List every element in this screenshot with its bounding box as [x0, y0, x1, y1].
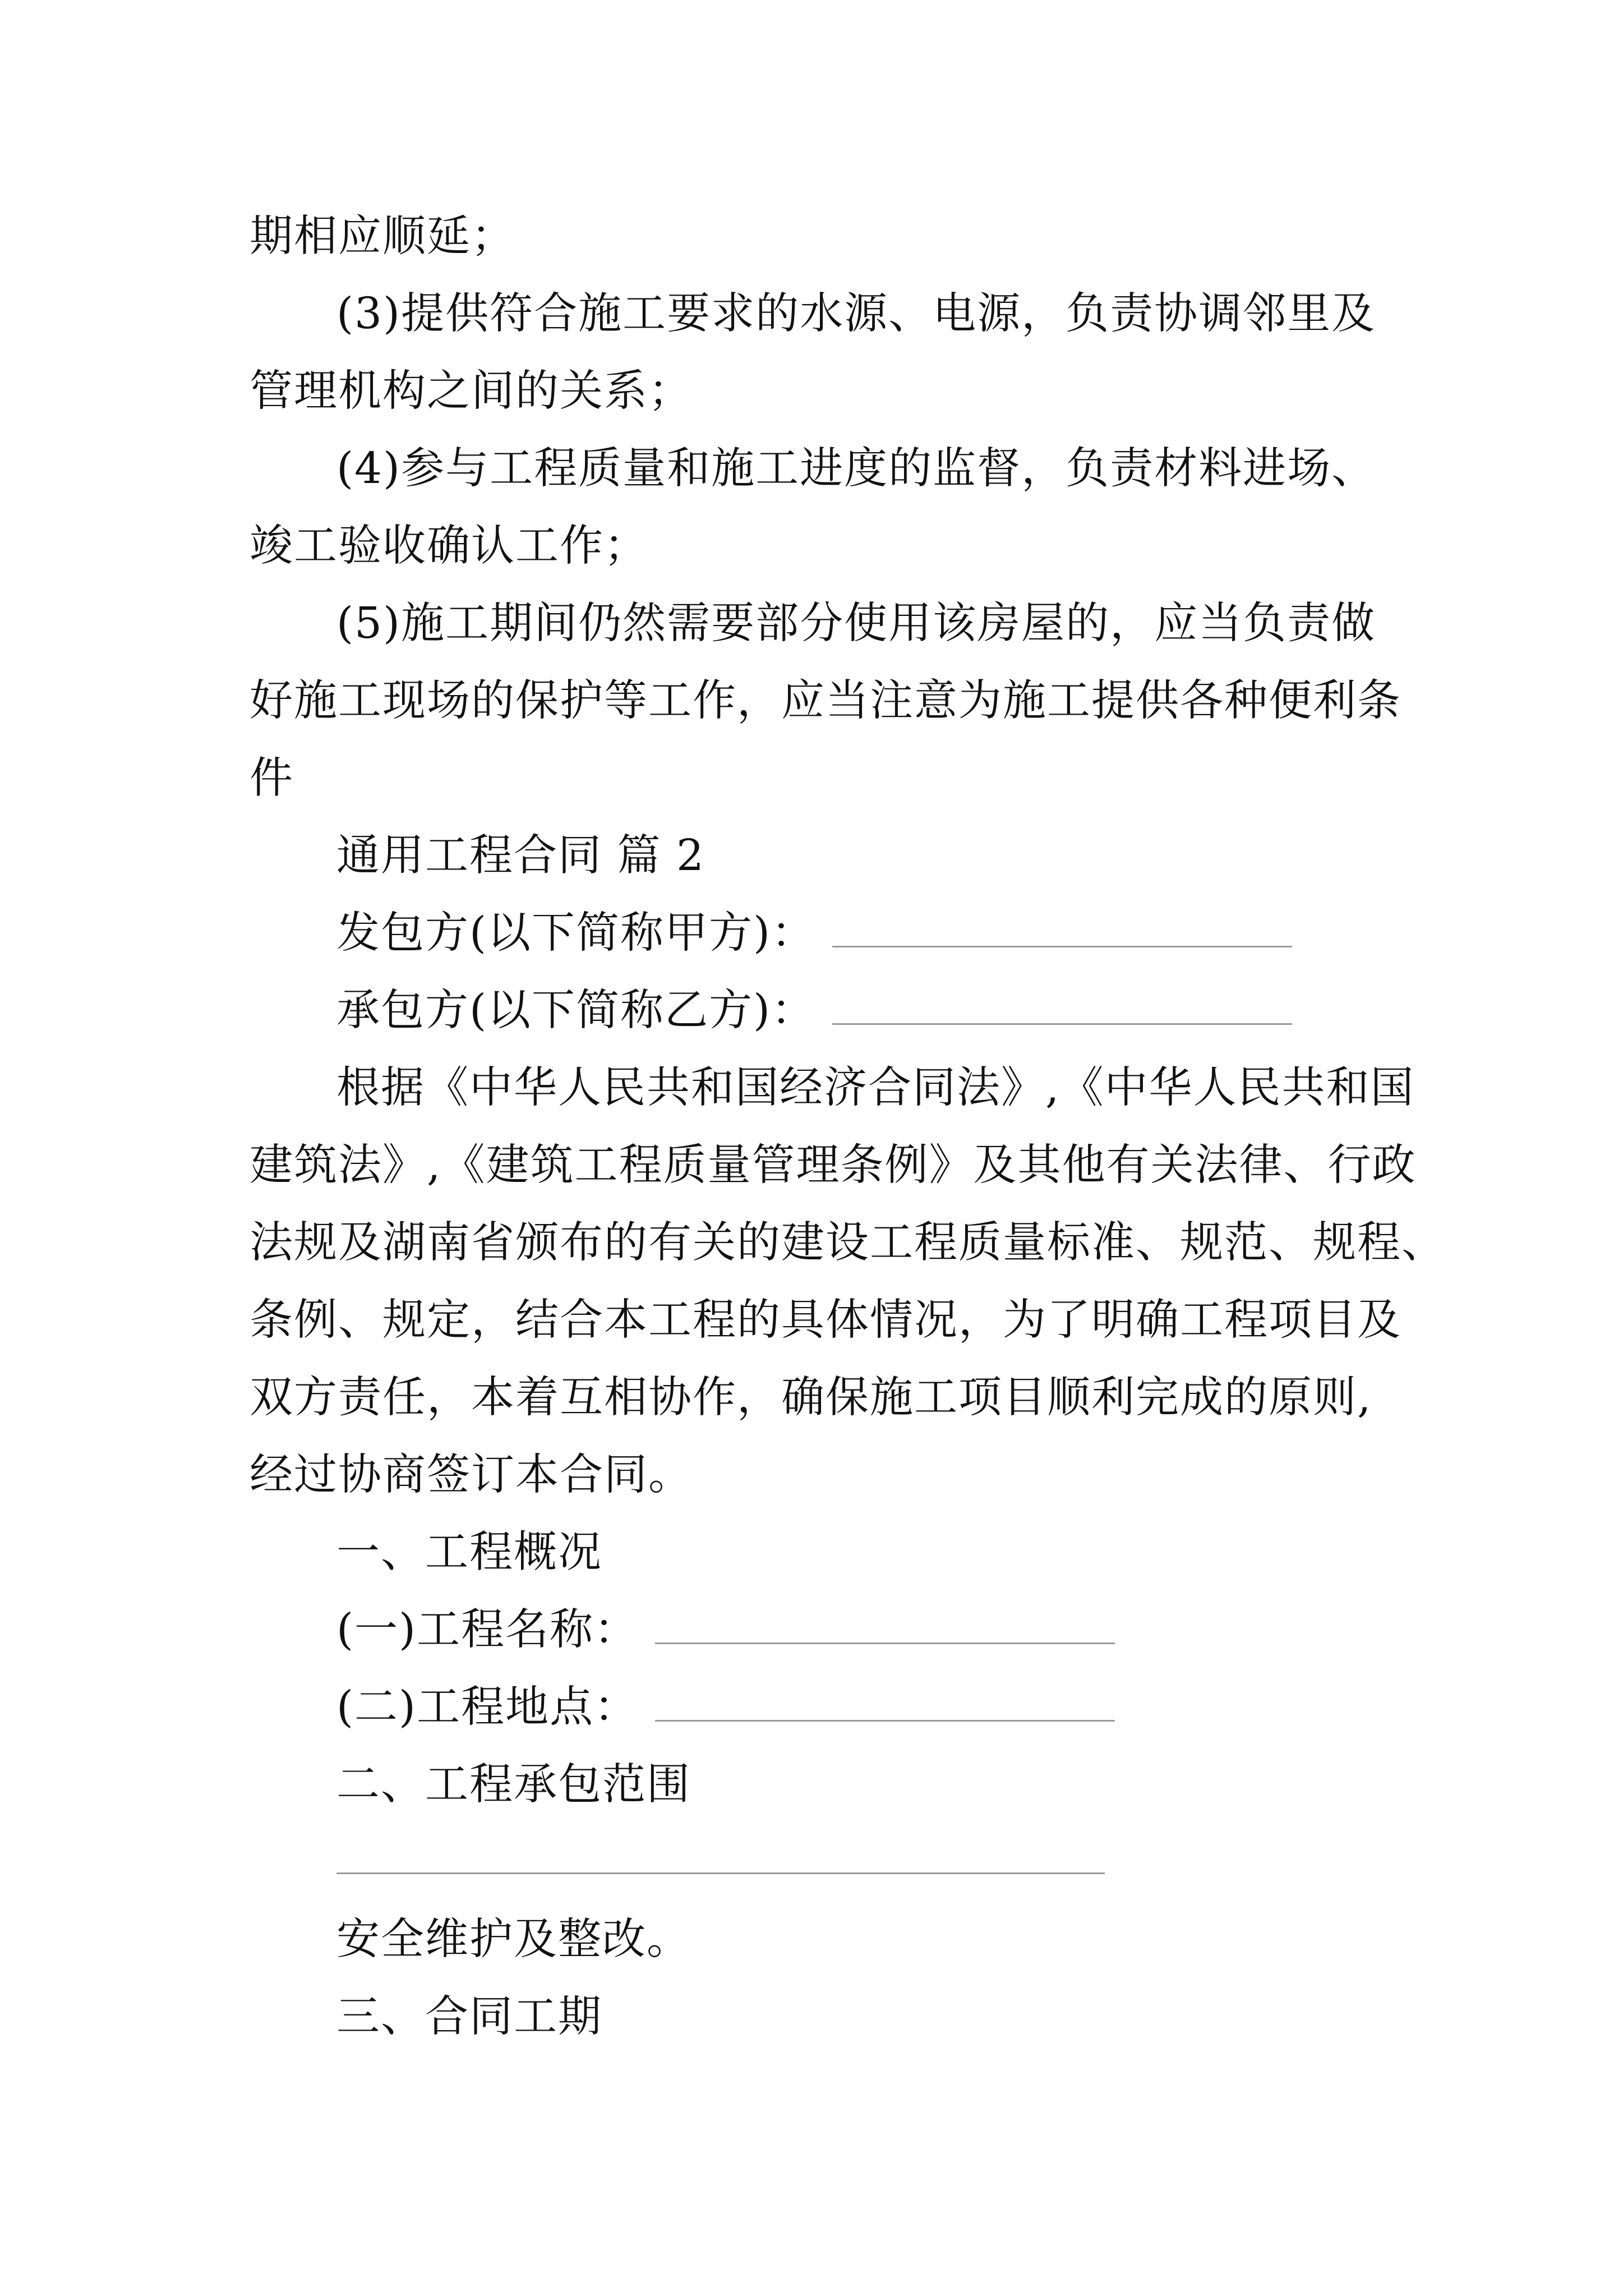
- project-name-label: (一)工程名称：: [336, 1605, 639, 1655]
- text-line: 经过协商签订本合同。: [250, 1450, 693, 1500]
- party-b-blank[interactable]: [832, 990, 1292, 1025]
- text-line: (4)参与工程质量和施工进度的监督，负责材料进场、: [336, 444, 1376, 494]
- party-a-blank[interactable]: [832, 912, 1292, 947]
- section-heading: 一、工程概况: [336, 1527, 602, 1577]
- project-name-line: [336, 1602, 1115, 1658]
- text-line: 根据《中华人民共和国经济合同法》,《中华人民共和国: [336, 1063, 1415, 1113]
- text-line: 期相应顺延；: [250, 211, 515, 261]
- text-line: 管理机构之间的关系；: [250, 366, 693, 416]
- text-line: (5)施工期间仍然需要部分使用该房屋的，应当负责做: [336, 599, 1376, 648]
- text-line: 安全维护及整改。: [336, 1915, 691, 1964]
- text-line: 建筑法》,《建筑工程质量管理条例》及其他有关法律、行政: [250, 1140, 1417, 1190]
- project-location-line: [336, 1680, 1115, 1736]
- section-heading: 通用工程合同 篇 2: [336, 831, 705, 881]
- section-heading: 二、工程承包范围: [336, 1760, 691, 1810]
- text-line: 好施工现场的保护等工作，应当注意为施工提供各种便利条: [250, 676, 1401, 726]
- scope-blank-line[interactable]: [336, 1872, 1105, 1874]
- party-b-line: [336, 983, 1292, 1039]
- text-line: 条例、规定，结合本工程的具体情况，为了明确工程项目及: [250, 1295, 1401, 1345]
- party-a-line: [336, 905, 1292, 961]
- project-name-blank[interactable]: [655, 1609, 1115, 1644]
- party-a-label: 发包方(以下简称甲方)：: [336, 908, 816, 958]
- text-line: 法规及湖南省颁布的有关的建设工程质量标准、规范、规程、: [250, 1218, 1446, 1268]
- text-line: (3)提供符合施工要求的水源、电源，负责协调邻里及: [336, 289, 1376, 339]
- section-heading: 三、合同工期: [336, 1992, 602, 2042]
- project-location-label: (二)工程地点：: [336, 1682, 639, 1732]
- project-location-blank[interactable]: [655, 1686, 1115, 1722]
- text-line: 竣工验收确认工作；: [250, 521, 648, 571]
- text-line: 件: [250, 753, 294, 803]
- text-line: 双方责任，本着互相协作，确保施工项目顺利完成的原则,: [250, 1373, 1372, 1423]
- party-b-label: 承包方(以下简称乙方)：: [336, 986, 816, 1036]
